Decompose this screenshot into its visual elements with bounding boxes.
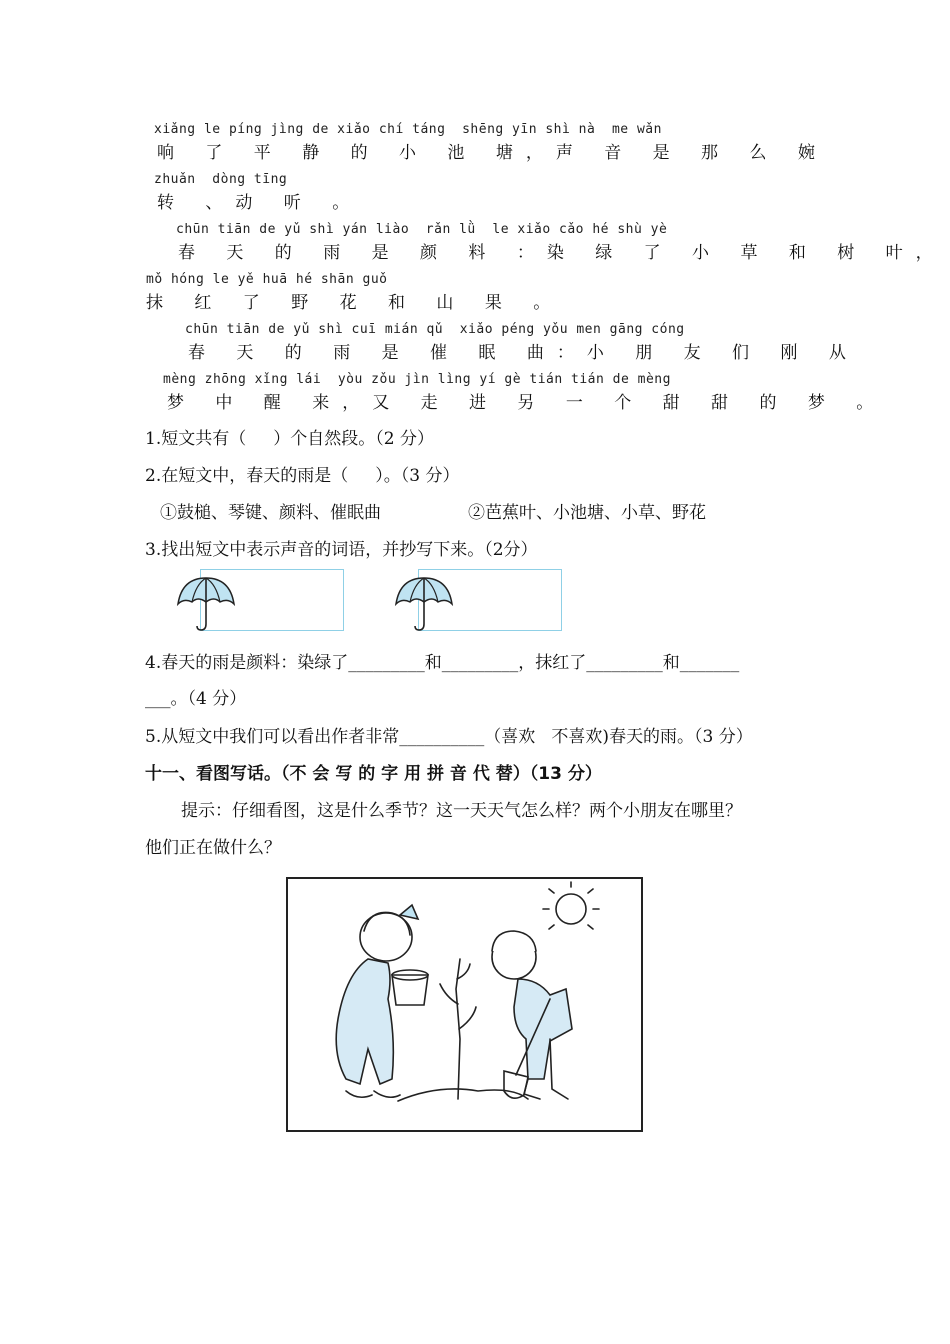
pinyin-line-2: zhuǎn dòng tīng [154, 172, 288, 187]
question-5: 5.从短文中我们可以看出作者非常__________（喜欢 不喜欢)春天的雨。（3 分） [145, 727, 753, 747]
question-4-line-2: ___。（4 分） [145, 689, 247, 709]
hanzi-line-5: 春 天 的 雨 是 催 眠 曲：小 朋 友 们 刚 从 [188, 343, 859, 363]
umbrella-icon [174, 574, 238, 632]
writing-hint-line-2: 他们正在做什么？ [145, 838, 281, 858]
section-11-title: 十一、看图写话。（不 会 写 的 字 用 拼 音 代 替）（13 分） [145, 764, 602, 784]
question-2-option-2: ②芭蕉叶、小池塘、小草、野花 [468, 503, 706, 523]
hanzi-line-2: 转 、动 听 。 [157, 193, 363, 213]
children-planting-tree-illustration [288, 879, 641, 1130]
question-2-option-1: ①鼓槌、琴键、颜料、催眠曲 [160, 503, 381, 523]
pinyin-line-3: chūn tiān de yǔ shì yán liào rǎn lǜ le xiǎo cǎo hé shù yè [176, 222, 668, 237]
pinyin-line-5: chūn tiān de yǔ shì cuī mián qǔ xiǎo péng yǒu men gāng cóng [185, 322, 685, 337]
pinyin-line-1: xiǎng le píng jìng de xiǎo chí táng shēng yīn shì nà me wǎn [154, 122, 662, 137]
picture-frame [286, 877, 643, 1132]
question-3: 3.找出短文中表示声音的词语，并抄写下来。（2分） [145, 540, 538, 560]
umbrella-icon [392, 574, 456, 632]
pinyin-line-6: mèng zhōng xǐng lái yòu zǒu jìn lìng yí gè tián tián de mèng [163, 372, 671, 387]
hanzi-line-4: 抹 红 了 野 花 和 山 果 。 [146, 293, 564, 313]
hanzi-line-1: 响 了 平 静 的 小 池 塘，声 音 是 那 么 婉 [157, 143, 828, 163]
question-2: 2.在短文中，春天的雨是（ ）。（3 分） [145, 466, 460, 486]
sun-icon [556, 894, 586, 924]
hanzi-line-3: 春 天 的 雨 是 颜 料 ：染 绿 了 小 草 和 树 叶， [178, 243, 946, 263]
writing-hint-line-1: 提示：仔细看图，这是什么季节？这一天天气怎么样？两个小朋友在哪里？ [181, 801, 742, 821]
question-1: 1.短文共有（ ）个自然段。（2 分） [145, 429, 434, 449]
question-4-line-1: 4.春天的雨是颜料：染绿了_________和_________，抹红了_________和_______ [145, 653, 740, 673]
pinyin-line-4: mǒ hóng le yě huā hé shān guǒ [146, 272, 388, 287]
hanzi-line-6: 梦 中 醒 来，又 走 进 另 一 个 甜 甜 的 梦 。 [167, 393, 887, 413]
